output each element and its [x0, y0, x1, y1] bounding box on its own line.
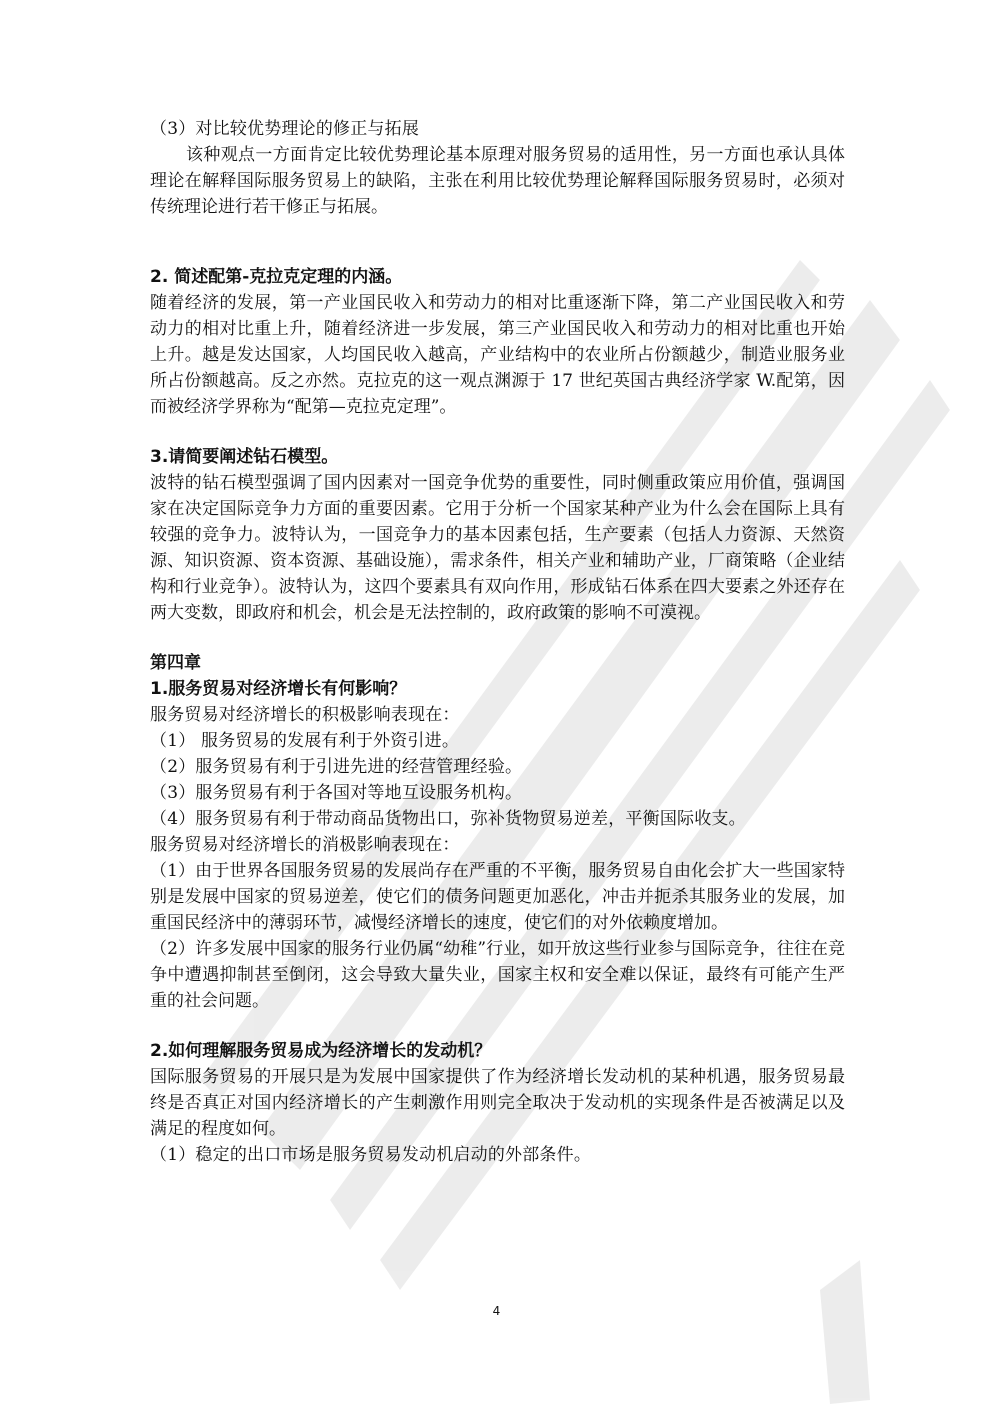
question-petty-clark-title: 2. 简述配第-克拉克定理的内涵。: [150, 267, 403, 287]
question-petty-clark-body: 随着经济的发展，第一产业国民收入和劳动力的相对比重逐渐下降，第二产业国民收入和劳动力的相对比重上升，随着经济进一步发展，第三产业国民收入和劳动力的相对比重也开始上升。越是发达国家，人均国民收入越高，产业结构中的农业所占份额越少，制造业服务业所占份额越高。反之亦然。克拉克的这一观点渊源于 17 世纪英国古典经济学家 W.配第，因而被经济学界称为“配第—克拉克定理”。: [150, 293, 845, 417]
question-diamond-model-title: 3.请简要阐述钻石模型。: [150, 447, 339, 467]
question-growth-impact-title: 1.服务贸易对经济增长有何影响？: [150, 679, 407, 699]
positive-impact-item: （1） 服务贸易的发展有利于外资引进。: [150, 731, 460, 751]
comparative-advantage-item3-body: 该种观点一方面肯定比较优势理论基本原理对服务贸易的适用性，另一方面也承认具体理论在解释国际服务贸易上的缺陷，主张在利用比较优势理论解释国际服务贸易时，必须对传统理论进行若干修正与拓展。: [150, 145, 845, 217]
positive-impact-item: （3）服务贸易有利于各国对等地互设服务机构。: [150, 783, 523, 803]
question-growth-engine-title: 2.如何理解服务贸易成为经济增长的发动机？: [150, 1041, 492, 1061]
positive-impact-item: （2）服务贸易有利于引进先进的经营管理经验。: [150, 757, 523, 777]
question-growth-engine-body: 国际服务贸易的开展只是为发展中国家提供了作为经济增长发动机的某种机遇，服务贸易最终是否真正对国内经济增长的产生刺激作用则完全取决于发动机的实现条件是否被满足以及满足的程度如何。: [150, 1067, 845, 1139]
comparative-advantage-item3-title: （3）对比较优势理论的修正与拓展: [150, 119, 420, 139]
question-diamond-model-body: 波特的钻石模型强调了国内因素对一国竞争优势的重要性，同时侧重政策应用价值，强调国家在决定国际竞争力方面的重要因素。它用于分析一个国家某种产业为什么会在国际上具有较强的竞争力。波特认为，一国竞争力的基本因素包括，生产要素（包括人力资源、天然资源、知识资源、资本资源、基础设施），需求条件，相关产业和辅助产业，厂商策略（企业结构和行业竞争）。波特认为，这四个要素具有双向作用，形成钻石体系在四大要素之外还存在两大变数，即政府和机会，机会是无法控制的，政府政策的影响不可漠视。: [150, 473, 845, 623]
chapter-four-title: 第四章: [150, 653, 201, 673]
positive-impact-item: （4）服务贸易有利于带动商品货物出口，弥补货物贸易逆差，平衡国际收支。: [150, 809, 746, 829]
positive-impact-intro: 服务贸易对经济增长的积极影响表现在：: [150, 705, 460, 725]
document-body: [150, 116, 845, 1168]
growth-engine-item: （1）稳定的出口市场是服务贸易发动机启动的外部条件。: [150, 1145, 592, 1165]
negative-impact-intro: 服务贸易对经济增长的消极影响表现在：: [150, 835, 460, 855]
negative-impact-item: （2）许多发展中国家的服务行业仍属“幼稚”行业，如开放这些行业参与国际竞争，往往在竞争中遭遇抑制甚至倒闭，这会导致大量失业，国家主权和安全难以保证，最终有可能产生严重的社会问题。: [150, 939, 845, 1011]
page-number: 4: [492, 1304, 501, 1318]
negative-impact-item: （1）由于世界各国服务贸易的发展尚存在严重的不平衡，服务贸易自由化会扩大一些国家特别是发展中国家的贸易逆差，使它们的债务问题更加恶化，冲击并扼杀其服务业的发展，加重国民经济中的薄弱环节，减慢经济增长的速度，使它们的对外依赖度增加。: [150, 861, 845, 933]
